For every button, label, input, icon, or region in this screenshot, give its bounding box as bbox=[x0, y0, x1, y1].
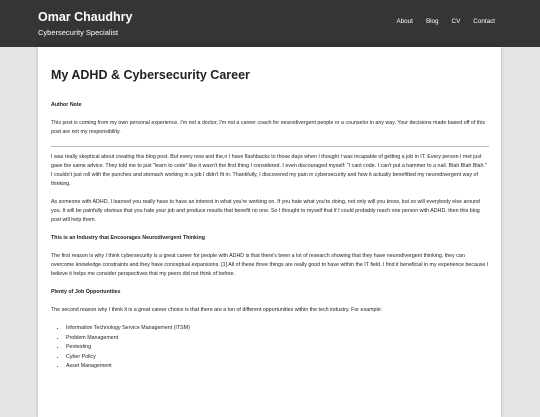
main-nav bbox=[383, 18, 495, 25]
post-paragraph: The second reason why I think it is a great career choice is that there are a ton of different opportunities within the tech industry. For example: bbox=[51, 307, 383, 313]
post-paragraph: I was really skeptical about creating this blog post. But every now and the,n I have flashbacks to those days when I thought I was incapable of getting a job in IT. Every person I met just gave the same advice. They told me to just "learn to code" like it wasn't the first thing I considered. I even discouraged myself: "I cant code. I can't put a hammer to a nail. Blah Blah Blah." I couldn't just roll with the punches and stomach working in a job I didn't fit in. Thankfully, I discovered my pain in cybersecurity and how it actually benefitted my neurodivergent way of thinking. bbox=[51, 154, 487, 187]
list-item: • Pentesting bbox=[66, 343, 489, 353]
author-note-heading: Author Note bbox=[51, 102, 82, 108]
section-divider bbox=[51, 146, 489, 147]
list-item: • Asset Management bbox=[66, 362, 489, 372]
nav-contact-link[interactable]: Contact bbox=[473, 18, 495, 25]
nav-blog-link[interactable]: Blog bbox=[425, 18, 439, 25]
nav-cv-link[interactable]: CV bbox=[451, 18, 461, 25]
post-paragraph: The first reason is why I think cybersecurity is a great career for people with ADHD is that there's been a lot of research showing that they have neurodivergent thinking, they can overcome knowledge constraints and they have conceptual expansions. [1] All of these three things are really good to have within the IT field. I find it beneficial in my experience because I believe it helps me consider perspectives that my peers did not think of before. bbox=[51, 253, 489, 277]
post-title: My ADHD & Cybersecurity Career bbox=[51, 68, 250, 82]
opportunities-list bbox=[51, 324, 489, 372]
section-heading-neurodivergent: This is an Industry that Encourages Neurodivergent Thinking bbox=[51, 235, 205, 241]
post-content bbox=[51, 67, 489, 372]
site-title[interactable]: Omar Chaudhry bbox=[38, 10, 133, 24]
list-item: • Information Technology Service Management (ITSM) bbox=[66, 324, 489, 334]
list-item: • Problem Management bbox=[66, 334, 489, 344]
nav-about-link[interactable]: About bbox=[396, 18, 413, 25]
section-heading-job-opportunities: Plenty of Job Opportunities bbox=[51, 289, 121, 295]
author-note-text: This post is coming from my own personal experience. I'm not a doctor, I'm not a career coach for neurodivergent people or a counselor in any way. Your decisions made based off of this post are not my responsibility. bbox=[51, 120, 486, 135]
site-header bbox=[0, 0, 540, 47]
list-item: • Cyber Policy bbox=[66, 353, 489, 363]
post-card bbox=[38, 47, 501, 417]
site-subtitle: Cybersecurity Specialist bbox=[38, 28, 119, 37]
post-paragraph: As someone with ADHD, I learned you really have to have an interest in what you're working on. If you hate what you're doing, not only will you know, but so will everybody else around you. It will be painfully obvious that you hate your job and produce results that benefit no one. So I thought to myself that if I could probably reach one person with ADHD, then this blog post will help them. bbox=[51, 199, 480, 223]
